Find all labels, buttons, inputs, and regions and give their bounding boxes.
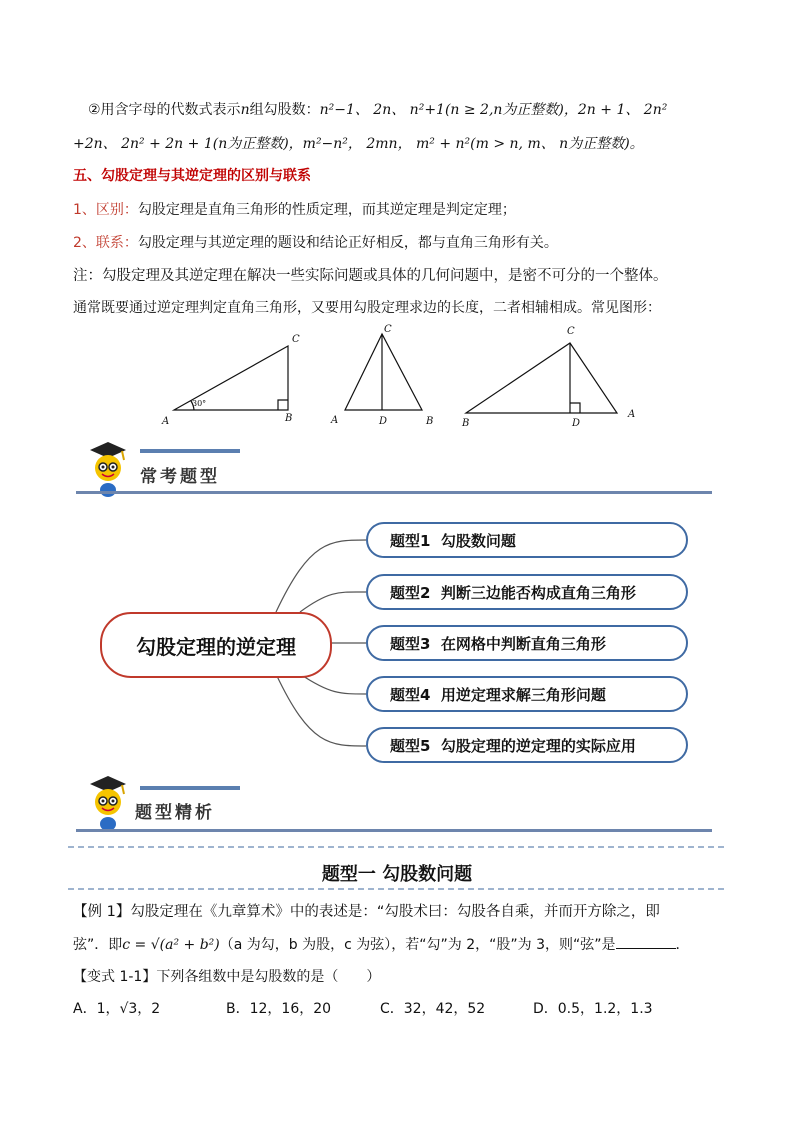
variant-line [73,967,380,987]
item2-label: 2、联系： [73,235,138,251]
topic-2-text: 判断三边能否构成直角三角形 [440,583,636,602]
topic-1-text: 勾股数问题 [440,531,516,550]
figure-2 [345,334,422,410]
topic-5-num: 题型5 [390,736,431,755]
variant-label: 【变式 1-1】 [73,969,157,985]
note-line-1: 注：勾股定理及其逆定理在解决一些实际问题或具体的几何问题中，是密不可分的一个整体。 [73,268,668,284]
option-b[interactable]: B．12，16，20 [226,1001,332,1017]
option-a[interactable]: A．1，√3，2 [73,1001,161,1017]
fig3-label-c: C [567,326,575,337]
item2-text: 勾股定理与其逆定理的题设和结论正好相反，都与直角三角形有关。 [137,235,558,251]
intro-math-1: n²−1、 2n、 n²+1(n ≥ 2,n为正整数)，2n + 1、 2n² [319,102,668,118]
example-text-1: 勾股定理在《九章算术》中的表述是：“勾股术曰：勾股各自乘，并而开方除之，即 [130,904,660,920]
topic-3-num: 题型3 [390,634,431,653]
topic-4-text: 用逆定理求解三角形问题 [440,685,606,704]
example-line-2 [73,934,690,955]
item1-text: 勾股定理是直角三角形的性质定理，而其逆定理是判定定理； [137,202,516,218]
option-d[interactable]: D．0.5，1.2，1.3 [533,1001,653,1017]
example-line-1 [73,902,660,922]
dashed-divider-top [68,846,724,848]
fig1-label-b: B [285,413,293,424]
example-label: 【例 1】 [73,904,131,920]
topic-node-2[interactable] [366,574,688,610]
topic-3-text: 在网格中判断直角三角形 [440,634,606,653]
fig1-label-a: A [162,416,170,427]
intro-mid: 组勾股数： [249,102,320,118]
mindmap-center-node: 勾股定理的逆定理 [100,612,332,678]
banner-2-rule [76,829,712,832]
figure-3 [466,343,617,413]
intro-line-2 [73,134,644,154]
example-formula: c = √(a² + b²) [122,937,220,953]
banner-1-rule [76,491,712,494]
note-line-2: 通常既要通过逆定理判定直角三角形，又要用勾股定理求边的长度，二者相辅相成。常见图形： [73,300,661,316]
section-item-2 [73,233,558,253]
intro-math-2: +2n、 2n² + 2n + 1(n为正整数)，m²−n²， 2mn， m² + n²(m > n, m、 n为正整数)。 [73,136,644,152]
intro-line-1 [88,100,667,120]
mascot-graduate-icon-2 [82,772,134,832]
fig3-label-b: B [462,418,470,429]
fig2-label-b: B [426,416,434,427]
item1-label: 1、区别： [73,202,138,218]
fig1-label-c: C [292,334,300,345]
dashed-divider-bottom [68,888,724,890]
variant-text: 下列各组数中是勾股数的是（ ） [156,969,381,985]
example-text-2b: （a 为勾，b 为股，c 为弦），若“勾”为 2，“股”为 3，则“弦”是 [219,937,616,953]
fig2-label-a: A [331,415,339,426]
topic-1-num: 题型1 [390,531,431,550]
topic-node-1[interactable] [366,522,688,558]
triangle-figures [150,320,650,435]
section-item-1 [73,200,516,220]
fig2-label-d: D [379,416,388,427]
topic-node-5[interactable] [366,727,688,763]
topic-2-num: 题型2 [390,583,431,602]
banner-2-top-rule [140,786,240,790]
section-heading: 五、勾股定理与其逆定理的区别与联系 [73,168,311,184]
intro-prefix: ②用含字母的代数式表示 [88,102,241,118]
topic-node-3[interactable] [366,625,688,661]
example-text-2-end: ． [675,937,690,953]
fig3-label-d: D [572,418,581,429]
fig1-label-angle: 30° [192,399,207,408]
banner-2-label: 题型精析 [135,803,215,823]
banner-1-label: 常考题型 [140,467,220,487]
topic-4-num: 题型4 [390,685,431,704]
example-text-2a: 弦”．即 [73,937,123,953]
intro-var: n [240,102,250,118]
topic-5-text: 勾股定理的逆定理的实际应用 [440,736,636,755]
mascot-graduate-icon [82,438,134,498]
fig2-label-c: C [384,324,392,335]
fig3-label-a: A [628,409,636,420]
type-1-title: 题型一 勾股数问题 [321,864,473,885]
banner-1-top-rule [140,449,240,453]
option-c[interactable]: C．32，42，52 [380,1001,486,1017]
topic-node-4[interactable] [366,676,688,712]
answer-blank[interactable] [616,934,676,949]
